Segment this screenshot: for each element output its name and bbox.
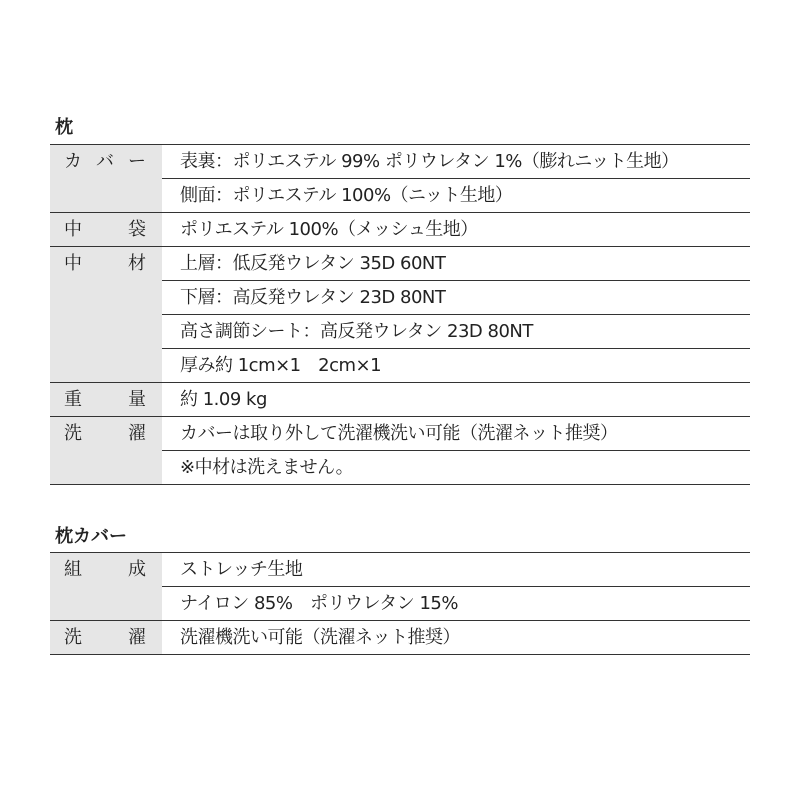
spec-row <box>50 383 750 417</box>
spec-value: ポリエステル 100%（メッシュ生地） <box>162 213 750 247</box>
spec-row <box>50 621 750 655</box>
spec-label-char: 重 <box>64 389 82 410</box>
spec-value: ナイロン 85% ポリウレタン 15% <box>162 587 750 621</box>
spec-label-char: 洗 <box>64 423 82 444</box>
cover-spec-table <box>50 552 750 655</box>
spec-label-char: 中 <box>64 219 82 240</box>
spec-row <box>50 145 750 179</box>
spec-label-char: 材 <box>128 253 146 274</box>
pillow-title: 枕 <box>55 117 73 138</box>
spec-value: ストレッチ生地 <box>162 553 750 587</box>
spec-value: 下層：高反発ウレタン 23D 80NT <box>162 281 750 315</box>
spec-label <box>50 145 162 213</box>
cover-title: 枕カバー <box>55 526 127 547</box>
spec-value: 洗濯機洗い可能（洗濯ネット推奨） <box>162 621 750 655</box>
spec-value: 表裏：ポリエステル 99% ポリウレタン 1%（膨れニット生地） <box>162 145 750 179</box>
spec-row <box>50 247 750 281</box>
spec-row <box>50 213 750 247</box>
spec-label <box>50 213 162 247</box>
spec-label-char: 組 <box>64 559 82 580</box>
spec-label <box>50 417 162 485</box>
spec-row <box>50 417 750 451</box>
spec-label-char: ー <box>128 151 146 172</box>
spec-label-char: 中 <box>64 253 82 274</box>
spec-label-char: 量 <box>128 389 146 410</box>
spec-value: カバーは取り外して洗濯機洗い可能（洗濯ネット推奨） <box>162 417 750 451</box>
spec-label-char: 濯 <box>128 627 146 648</box>
spec-label <box>50 383 162 417</box>
spec-value: 高さ調節シート：高反発ウレタン 23D 80NT <box>162 315 750 349</box>
spec-value: 約 1.09 kg <box>162 383 750 417</box>
spec-label-char: 濯 <box>128 423 146 444</box>
spec-label-char: カ <box>64 151 82 172</box>
spec-label <box>50 247 162 383</box>
spec-label-char: バ <box>96 151 114 172</box>
spec-row <box>50 553 750 587</box>
spec-label <box>50 621 162 655</box>
spec-value: 厚み約 1cm×1 2cm×1 <box>162 349 750 383</box>
spec-label-char: 成 <box>128 559 146 580</box>
spec-label-char: 洗 <box>64 627 82 648</box>
spec-value: ※中材は洗えません。 <box>162 451 750 485</box>
spec-value: 側面：ポリエステル 100%（ニット生地） <box>162 179 750 213</box>
spec-value: 上層：低反発ウレタン 35D 60NT <box>162 247 750 281</box>
pillow-spec-table <box>50 144 750 485</box>
spec-label <box>50 553 162 621</box>
spec-label-char: 袋 <box>128 219 146 240</box>
